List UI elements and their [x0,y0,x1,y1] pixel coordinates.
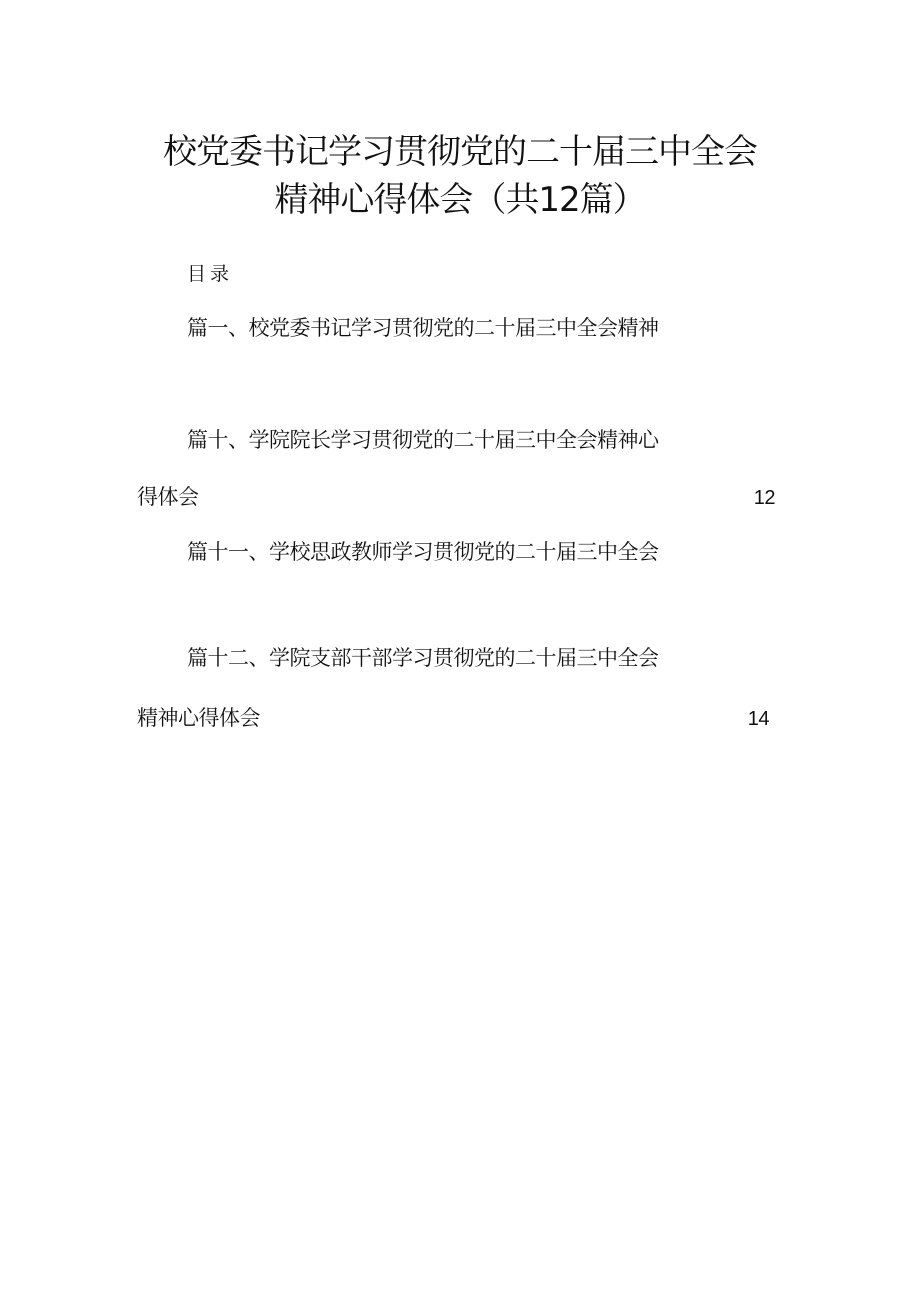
toc-entry-12-line-1[interactable] [187,643,659,673]
toc-dot-leader [263,704,745,725]
toc-entry-1-text: 篇一、校党委书记学习贯彻党的二十届三中全会精神 [187,316,659,340]
toc-entry-10-line-2[interactable] [137,482,775,513]
toc-entry-11-text: 篇十一、学校思政教师学习贯彻党的二十届三中全会 [187,540,659,564]
toc-entry-1[interactable] [187,313,659,343]
toc-entry-12-line-2[interactable] [137,703,769,734]
toc-entry-10-line-1[interactable] [187,425,659,455]
toc-entry-12-text: 篇十二、学院支部干部学习贯彻党的二十届三中全会 [187,646,659,670]
toc-entry-12-page: 14 [747,708,769,730]
toc-entry-10-text: 篇十、学院院长学习贯彻党的二十届三中全会精神心 [187,428,659,452]
toc-heading: 目录 [187,263,234,285]
toc-entry-10-page: 12 [753,487,775,509]
toc-dot-leader [202,483,751,504]
toc-entry-12-text-cont: 精神心得体会 [137,706,260,730]
document-title-line-1: 校党委书记学习贯彻党的二十届三中全会 [163,132,757,172]
toc-entry-11[interactable] [187,537,659,567]
document-title-line-2: 精神心得体会（共12篇） [274,180,646,220]
toc-entry-10-text-cont: 得体会 [137,485,199,509]
